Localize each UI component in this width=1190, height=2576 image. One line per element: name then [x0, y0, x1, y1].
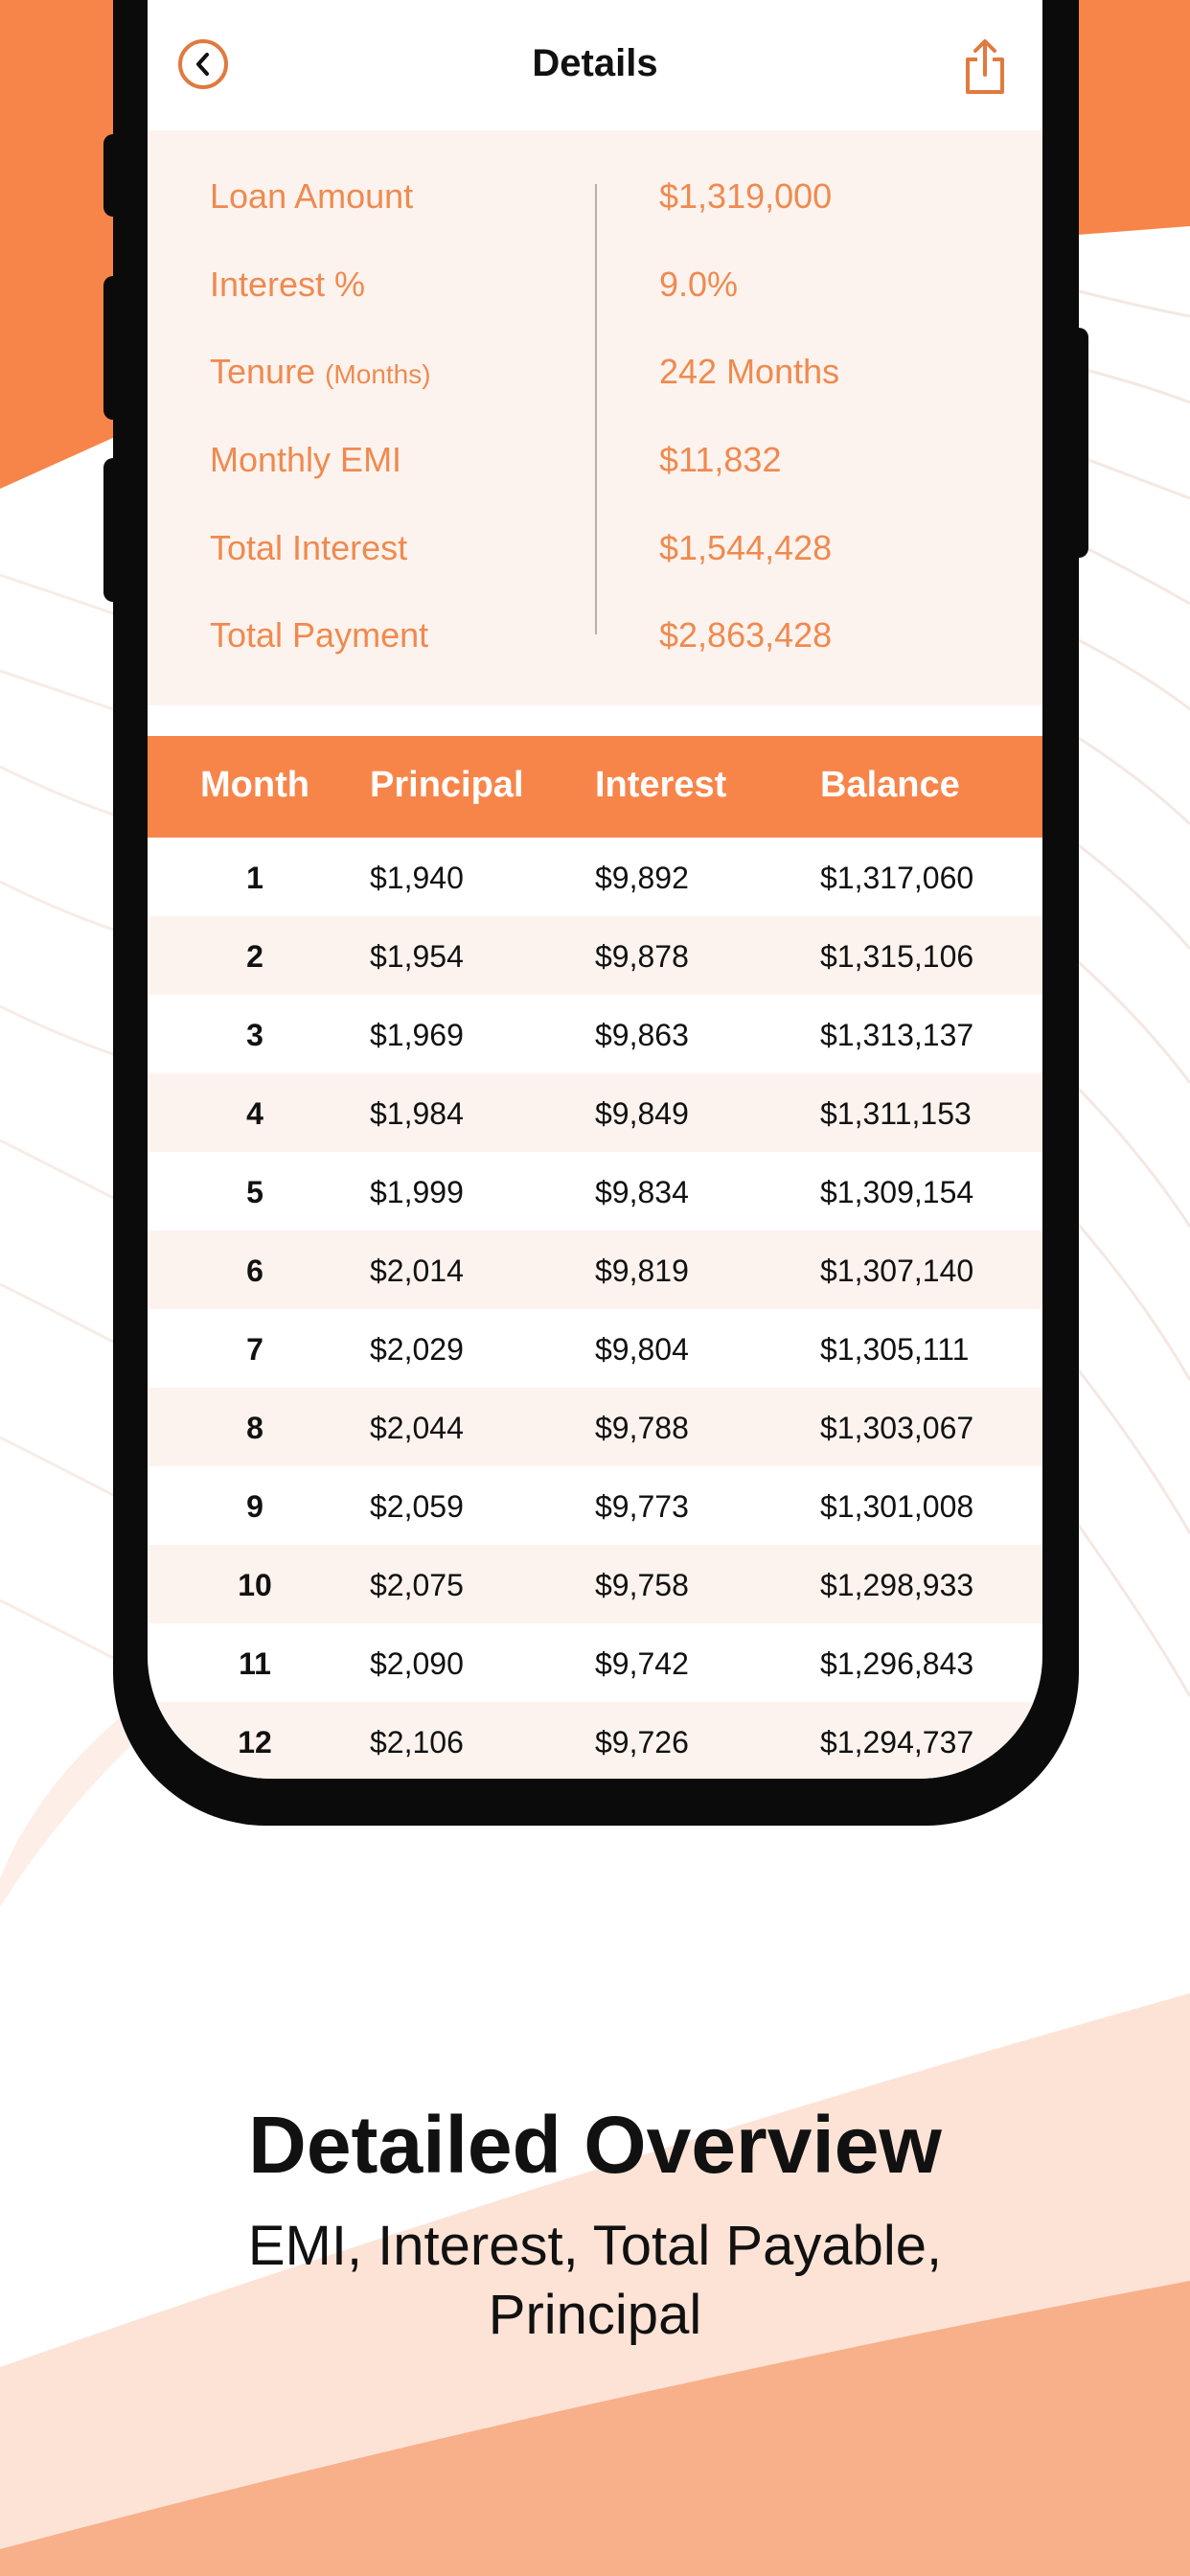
page-title: Details	[532, 42, 658, 84]
summary-value: $11,832	[659, 440, 782, 479]
column-header-balance: Balance	[820, 765, 960, 805]
caption-subtitle-line-1: EMI, Interest, Total Payable,	[247, 2215, 943, 2277]
cell-month: 5	[246, 1175, 263, 1209]
summary-row-tenure	[148, 352, 1042, 409]
cell-balance: $1,305,111	[820, 1332, 970, 1367]
cell-month: 6	[246, 1254, 263, 1288]
table-row	[148, 1623, 1042, 1702]
table-row	[148, 1466, 1042, 1545]
cell-balance: $1,296,843	[820, 1646, 974, 1681]
summary-label: Total Interest	[210, 528, 408, 567]
table-row	[148, 916, 1042, 995]
summary-value: $2,863,428	[659, 615, 833, 655]
column-header-interest: Interest	[595, 765, 727, 805]
summary-row-total-payment	[148, 615, 1042, 673]
cell-principal: $1,969	[370, 1018, 464, 1052]
cell-month: 2	[246, 939, 263, 974]
cell-balance: $1,294,737	[820, 1725, 974, 1760]
cell-principal: $2,029	[370, 1332, 464, 1367]
summary-value: 242 Months	[659, 352, 840, 391]
cell-interest: $9,758	[595, 1568, 689, 1602]
summary-value: 9.0%	[659, 264, 739, 304]
cell-principal: $2,044	[370, 1411, 464, 1445]
table-row	[148, 1230, 1042, 1309]
cell-principal: $1,940	[370, 861, 464, 895]
cell-interest: $9,804	[595, 1332, 689, 1367]
cell-month: 3	[246, 1018, 263, 1052]
cell-interest: $9,834	[595, 1175, 689, 1209]
table-row	[148, 995, 1042, 1073]
table-row	[148, 1702, 1042, 1779]
summary-label: Monthly EMI	[210, 440, 402, 479]
cell-balance: $1,301,008	[820, 1489, 974, 1524]
cell-principal: $1,984	[370, 1096, 464, 1131]
cell-month: 4	[246, 1096, 263, 1131]
table-row	[148, 1073, 1042, 1152]
cell-month: 8	[246, 1411, 263, 1445]
summary-label-text: Tenure	[210, 352, 316, 391]
cell-interest: $9,726	[595, 1725, 689, 1760]
caption-title: Detailed Overview	[248, 2100, 942, 2190]
summary-value: $1,544,428	[659, 528, 833, 567]
app-header	[148, 0, 1042, 130]
summary-row-monthly-emi	[148, 440, 1042, 497]
summary-row-loan-amount	[148, 176, 1042, 234]
cell-principal: $2,075	[370, 1568, 464, 1602]
cell-interest: $9,863	[595, 1018, 689, 1052]
table-row	[148, 1388, 1042, 1466]
cell-balance: $1,311,153	[820, 1096, 972, 1131]
cell-month: 12	[238, 1725, 272, 1760]
column-header-principal: Principal	[370, 765, 524, 805]
table-row	[148, 838, 1042, 916]
cell-principal: $1,954	[370, 939, 464, 974]
summary-label: Interest %	[210, 264, 366, 304]
cell-balance: $1,317,060	[820, 861, 974, 895]
cell-balance: $1,309,154	[820, 1175, 974, 1209]
cell-principal: $2,014	[370, 1254, 464, 1288]
table-row	[148, 1545, 1042, 1623]
summary-label-suffix: (Months)	[325, 359, 431, 389]
cell-interest: $9,773	[595, 1489, 689, 1524]
cell-interest: $9,878	[595, 939, 689, 974]
summary-row-interest	[148, 264, 1042, 322]
cell-balance: $1,307,140	[820, 1254, 974, 1288]
cell-interest: $9,892	[595, 861, 689, 895]
cell-balance: $1,313,137	[820, 1018, 974, 1052]
table-row	[148, 1309, 1042, 1388]
summary-label: Loan Amount	[210, 176, 414, 216]
cell-month: 11	[239, 1646, 271, 1681]
cell-balance: $1,298,933	[820, 1568, 974, 1602]
summary-row-total-interest	[148, 528, 1042, 586]
cell-interest: $9,849	[595, 1096, 689, 1131]
cell-interest: $9,788	[595, 1411, 689, 1445]
cell-principal: $2,059	[370, 1489, 464, 1524]
cell-balance: $1,315,106	[820, 939, 974, 974]
amortization-table	[148, 736, 1042, 1779]
cell-month: 9	[246, 1489, 263, 1524]
column-header-month: Month	[200, 765, 309, 805]
caption-subtitle-line-2: Principal	[488, 2284, 702, 2346]
cell-interest: $9,819	[595, 1254, 689, 1288]
cell-interest: $9,742	[595, 1646, 689, 1681]
caption-subtitle	[172, 2212, 1018, 2350]
table-body	[148, 838, 1042, 1779]
cell-principal: $2,090	[370, 1646, 464, 1681]
summary-label	[210, 352, 431, 392]
table-header	[148, 736, 1042, 838]
phone-screen	[148, 0, 1042, 1779]
share-button[interactable]	[962, 38, 1008, 96]
summary-value: $1,319,000	[659, 176, 833, 216]
cell-month: 1	[246, 861, 263, 895]
share-icon	[962, 38, 1008, 96]
summary-label: Total Payment	[210, 615, 429, 655]
cell-month: 10	[238, 1568, 272, 1602]
loan-summary	[148, 130, 1042, 705]
cell-principal: $1,999	[370, 1175, 464, 1209]
cell-principal: $2,106	[370, 1725, 464, 1760]
cell-balance: $1,303,067	[820, 1411, 974, 1445]
table-row	[148, 1152, 1042, 1230]
cell-month: 7	[246, 1332, 263, 1367]
